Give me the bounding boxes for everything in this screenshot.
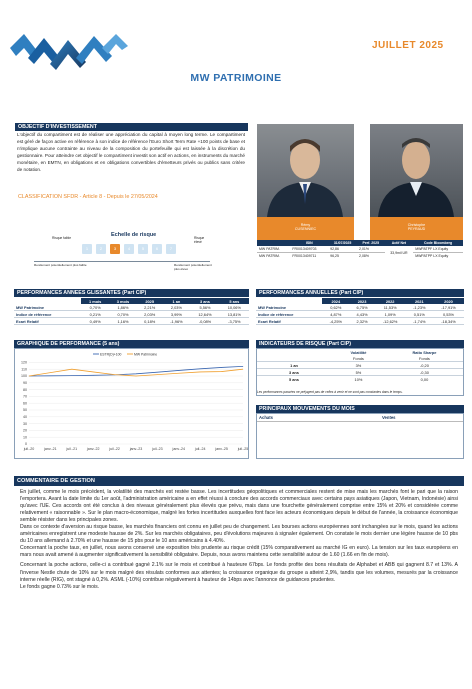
fund-subheader: Fonds [353, 355, 364, 361]
legend-label: MW Patrimoine [134, 352, 158, 357]
movements-panel [256, 413, 464, 459]
risk-indicator-value: 0,00 [420, 376, 429, 382]
perf-column-header: 2023 [349, 298, 374, 304]
perf-cell: 0,53% [442, 311, 455, 317]
data-point [179, 370, 180, 371]
data-point [200, 369, 201, 370]
perf-annuelles-title: PERFORMANCES ANNUELLES (Part CIP) [256, 289, 464, 297]
risk-low-return: Rendement potentiellement plus faible [34, 263, 87, 267]
y-tick-label: 40 [23, 415, 27, 419]
perf-cell: 1,16% [117, 318, 129, 324]
x-tick-label: juil.-23 [152, 447, 163, 451]
risk-indicator-row [257, 376, 463, 383]
share-header: Actif Net [385, 240, 414, 246]
share-row: MW PATRIM. FR0013409703 92,86 2,01% 33,9mil UR MWPATPF LX Equity [257, 246, 463, 253]
perf-row-label: MW Patrimoine [258, 304, 287, 310]
perf-cell: 1,86% [117, 304, 129, 310]
perf-cell: 0,21% [89, 311, 101, 317]
objective-title: OBJECTIF D'INVESTISSEMENT [15, 123, 248, 131]
y-tick-label: 80 [23, 387, 27, 392]
x-tick-label: janv.-21 [44, 447, 57, 451]
perf-row [14, 311, 249, 318]
perf-glissantes-table [14, 298, 249, 325]
commentary-body [20, 489, 458, 591]
perf-cell: -12,62% [382, 318, 398, 324]
risk-scale-panel [14, 223, 212, 271]
risk-indicator-value: 10% [354, 376, 363, 382]
data-point [243, 369, 244, 370]
risk-period-label: 5 ans [289, 376, 299, 382]
risk-indicator-value: 5% [355, 369, 362, 375]
x-tick-label: janv.-25 [215, 447, 228, 451]
perf-column-header: 1 an [163, 298, 191, 304]
perf-cell: 5,56% [199, 304, 211, 310]
perf-cell: -4,25% [329, 318, 342, 324]
data-point [221, 367, 222, 368]
perf-column-header: 2022 [375, 298, 406, 304]
data-point [93, 372, 94, 373]
risk-level-box: 5 [138, 244, 148, 254]
x-tick-label: janv.-23 [129, 447, 143, 451]
risk-level-box: 1 [82, 244, 92, 254]
net-assets: 33,9mil UR [390, 250, 408, 255]
y-tick-label: 110 [21, 367, 27, 372]
perf-column-header: 2021 [406, 298, 433, 304]
perf-column-header: 2025 [137, 298, 163, 304]
data-point [243, 366, 244, 367]
risk-indicator-value: -0,30 [420, 369, 429, 375]
share-header: Perf. 2025 [357, 240, 385, 246]
data-point [136, 376, 137, 377]
risk-level-box: 3 [110, 244, 120, 254]
x-tick-label: juil.-21 [66, 447, 78, 451]
data-point [72, 369, 73, 370]
data-point [200, 372, 201, 373]
perf-cell: 10,06% [227, 304, 241, 310]
risk-period-label: 1 an [290, 362, 298, 368]
risk-indicator-row [257, 369, 463, 376]
perf-cell: -18,34% [441, 318, 456, 324]
risk-level-box: 2 [96, 244, 106, 254]
data-point [29, 376, 30, 377]
perf-cell: 0,70% [117, 311, 129, 317]
manager-name-2: Christophe PEYRAUD [370, 217, 463, 240]
risk-high-return: Rendement potentiellement plus élevé [174, 263, 212, 271]
movements-title: PRINCIPAUX MOUVEMENTS DU MOIS [256, 405, 464, 413]
perf-cell: 3,99% [170, 311, 182, 317]
y-tick-label: 90 [23, 381, 27, 385]
y-tick-label: 60 [23, 401, 27, 406]
risk-level-box: 4 [124, 244, 134, 254]
y-tick-label: 30 [23, 421, 27, 426]
y-tick-label: 0 [25, 442, 27, 447]
perf-cell: 2,21% [144, 304, 156, 310]
perf-column-header: 5 ans [220, 298, 249, 304]
share-header: ISIN [290, 240, 328, 246]
risk-indicator-value: -0,20 [420, 362, 429, 368]
data-point [179, 373, 180, 374]
commentary-paragraph-1: En juillet, comme le mois précédent, la volatilité des marchés est restée basse. Les incertitudes géopolitiques et commerciales restent de mise mais les marchés font le pari que la raison l'emportera. Avant la date limite du 1er août, l'administration américaine a en effet réussi à conclure des accords commerciaux avec certains pays asiatiques (Japon, Vietnam, Indonésie) ainsi qu'avec l'UE. Ces accords ont été conclus à des niveaux généralement plus élevés que prévu, mais dans une fourchette généralement comprise entre 15% et 20% et considérée comme relativement « raisonnable ». Sur le plan macro-économique, malgré les fortes incertitudes auxquelles font face les acteurs économiques depuis le début de l'année, la croissance économique semble résister dans les principales zones. [20, 489, 458, 524]
y-tick-label: 50 [23, 408, 27, 413]
data-point [136, 374, 137, 375]
commentary-paragraph-2: Dans ce contexte d'aversion au risque basse, les marchés financiers ont connu en juillet peu de changement. Les bourses actions européennes sont inchangées sur le mois, quand les actions américaines enregistrent une modeste hausse de 2%. Sur les marchés obligataires, peu d'évolutions majeures à signaler également. On constate le mois dernier une légère hausse de 10 pbs du 10 ans allemand à 2.70% et une hausse de 15 pbs pour le 10 ans américains à 4.40%. [20, 524, 458, 545]
perf-row-label: Indice de référence [16, 311, 52, 317]
performance-chart [15, 349, 248, 458]
series-line [29, 369, 243, 376]
data-point [221, 371, 222, 372]
data-point [157, 372, 158, 373]
perf-row [256, 311, 464, 318]
share-class-table [257, 240, 463, 259]
purchases-header: Achats [259, 415, 273, 420]
risk-indicators-title: INDICATEURS DE RISQUE (Part CIP) [256, 340, 464, 348]
data-point [93, 375, 94, 376]
perf-column-header: 3 mois [109, 298, 137, 304]
perf-cell: -17,91% [441, 304, 456, 310]
x-tick-label: janv.-24 [172, 447, 186, 451]
commentary-paragraph-4: Concernant la poche actions, celle-ci a contribué gagné 2.1% sur le mois et contribué à hauteure 67bps. Le fonds profite des bons résultats de Alphabet et ABB qui gagnent 8.7 et 13%. A l'inverse Nestle chute de 10% sur le mois malgré des résulats conformes aux attentes; la croissance organique du groupe a atteint 2,9%, tandis que les volumes, mesurés par la croissance interne réelle (RIG), ont stagné à 0,2%. ASML (-10%) contribue négativement à hauteur de 14bps avec l'annonce de guidances prudentes. Le fonds gagne 0.73% sur le mois. [20, 562, 458, 590]
perf-column-header: 3 ans [190, 298, 219, 304]
risk-level-box: 6 [152, 244, 162, 254]
risk-indicators-panel [256, 348, 464, 396]
perf-column-header: 1 mois [81, 298, 109, 304]
share-header: 31/07/2025 [328, 240, 357, 246]
risk-arrow [34, 261, 210, 262]
perf-cell: 0,51% [413, 311, 425, 317]
data-point [157, 374, 158, 375]
perf-row-label: Ecart Relatif [16, 318, 39, 324]
performance-disclaimer: Les performances passées ne préjugent pas de celles à venir et ne sont pas constantes dans le temps. [257, 390, 403, 394]
perf-cell: 12,64% [198, 311, 212, 317]
commentary-paragraph-3: Concernant la poche taux, en juillet, nous avons conservé une exposition très prudente au risque crédit (15% comparativement au marché IG en euro). La tension sur les taux européens en mars nous avait amené à augmenter significativement la sensibilité obligataire. Depuis, nous avons maintenu cette sensibilité autour de 1.60 (1.66 en fin de mois). [20, 545, 458, 559]
x-tick-label: juil.-25 [237, 447, 248, 451]
perf-cell: -3,75% [228, 318, 241, 324]
risk-period-label: 3 ans [289, 369, 299, 375]
perf-cell: -1,74% [413, 318, 426, 324]
sfdr-classification: CLASSIFICATION SFDR - Article 8 - Depuis le 27/05/2024 [18, 194, 158, 200]
perf-column-header: 2020 [433, 298, 464, 304]
data-point [50, 376, 51, 377]
perf-row-label: MW Patrimoine [16, 304, 45, 310]
x-tick-label: juil.-20 [23, 447, 35, 451]
perf-cell: 11,53% [383, 304, 397, 310]
perf-row-label: Ecart Relatif [258, 318, 281, 324]
perf-cell: 13,81% [227, 311, 241, 317]
legend-label: ESTR(D)+100 [100, 352, 122, 357]
y-tick-label: 70 [23, 394, 27, 399]
data-point [114, 374, 115, 375]
fund-name: MW PATRIMOINE [190, 72, 282, 84]
perf-cell: 4,43% [356, 311, 368, 317]
x-tick-label: janv.-22 [86, 447, 100, 451]
perf-cell: 4,87% [330, 311, 342, 317]
risk-level-box: 7 [166, 244, 176, 254]
perf-cell: 2,03% [144, 311, 156, 317]
y-tick-label: 20 [23, 428, 27, 433]
perf-column-header: 2024 [322, 298, 349, 304]
share-header: Code Bloomberg [413, 240, 463, 246]
perf-row [256, 318, 464, 325]
perf-annuelles-table [256, 298, 464, 325]
volatility-header: Volatilité [350, 349, 367, 355]
perf-cell: 2,03% [170, 304, 182, 310]
perf-cell: 0,62% [330, 304, 342, 310]
perf-cell: 6,75% [356, 304, 368, 310]
perf-cell: 2,32% [356, 318, 368, 324]
perf-cell: 0,18% [144, 318, 156, 324]
sales-header: Ventes [382, 415, 396, 420]
share-row: MW PATRIM. FR0013409711 96,25 2,08% MWPATPP LX Equity [259, 254, 449, 258]
perf-cell: 0,70% [89, 304, 101, 310]
manager-photo-1 [257, 124, 354, 217]
performance-chart-panel [14, 348, 249, 459]
risk-indicator-value: 3% [355, 362, 362, 368]
fund-subheader: Fonds [419, 355, 430, 361]
y-tick-label: 10 [23, 435, 27, 440]
data-point [72, 375, 73, 376]
x-tick-label: juil.-22 [109, 447, 120, 451]
objective-text: L'objectif du compartiment est de réaliser une appréciation du capital à moyen long terme. Le compartiment est géré de façon active en référence à son indice de référence l'Euro Short Term Rate +100 points de base et n'implique aucune contrainte au niveau de la composition du portefeuille qui est laissée à la discrétion du gestionnaire. Pour atteindre cet objectif le compartiment investit son actif en actions, en instruments du marché monétaire, en EMTN, en obligations et en obligations convertibles d'émetteurs privés ou publics sans critère de notation. [17, 132, 245, 172]
risk-indicator-row [257, 362, 463, 369]
risk-scale-title: Echelle de risque [111, 232, 157, 238]
perf-row [14, 318, 249, 325]
perf-cell: 1,09% [384, 311, 396, 317]
x-tick-label: juil.-24 [194, 447, 206, 451]
manager-name-1: Rémy CUSENNIEC [257, 217, 354, 240]
perf-cell: -1,96% [170, 318, 183, 324]
manager-photo-2 [370, 124, 463, 217]
perf-cell: 0,49% [89, 318, 101, 324]
risk-low-label: Risque faible [52, 236, 72, 240]
y-tick-label: 120 [21, 360, 27, 365]
chart-title: GRAPHIQUE DE PERFORMANCE (5 ans) [14, 340, 249, 348]
commentary-title: COMMENTAIRE DE GESTION [14, 476, 464, 486]
risk-high-label: Risque élevé [194, 236, 205, 244]
perf-glissantes-title: PERFORMANCES ANNEES GLISSANTES (Part CIP) [14, 289, 249, 297]
perf-cell: -0,08% [198, 318, 212, 324]
movements-divider [257, 421, 463, 422]
perf-cell: -1,23% [413, 304, 426, 310]
data-point [50, 372, 51, 373]
perf-row-label: Indice de référence [258, 311, 294, 317]
company-logo [10, 28, 130, 72]
report-date: JUILLET 2025 [372, 40, 444, 51]
y-tick-label: 100 [21, 374, 27, 379]
sharpe-header: Ratio Sharpe [412, 349, 437, 355]
